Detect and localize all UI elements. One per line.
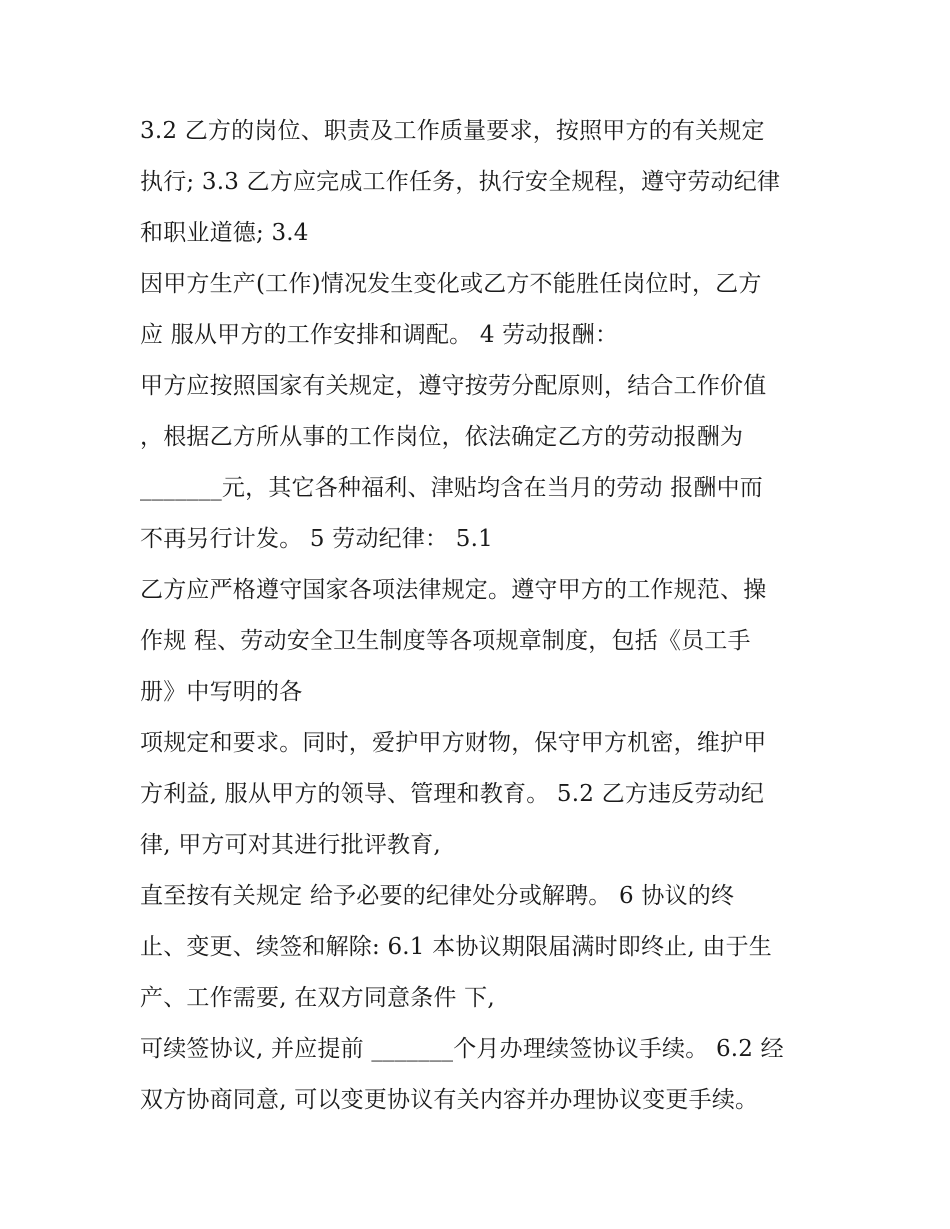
text-line: 因甲方生产(工作)情况发生变化或乙方不能胜任岗位时，乙方: [140, 271, 762, 297]
text-line: 直至按有关规定 给予必要的纪律处分或解聘。 6 协议的终: [140, 883, 735, 909]
text-line: 作规 程、劳动安全卫生制度等各项规章制度，包括《员工手: [140, 628, 751, 654]
text-line: ，根据乙方所从事的工作岗位，依法确定乙方的劳动报酬为: [140, 424, 744, 450]
text-line: 双方协商同意, 可以变更协议有关内容并办理协议变更手续。: [140, 1087, 759, 1113]
text-line: 乙方应严格遵守国家各项法律规定。遵守甲方的工作规范、操: [140, 577, 767, 603]
text-line: 律, 甲方可对其进行批评教育,: [140, 832, 441, 858]
text-line: 止、变更、续签和解除: 6.1 本协议期限届满时即终止, 由于生: [140, 934, 772, 960]
text-line: 方利益, 服从甲方的领导、管理和教育。 5.2 乙方违反劳动纪: [140, 781, 765, 807]
text-line: 产、工作需要, 在双方同意条件 下,: [140, 985, 495, 1011]
text-line: 执行; 3.3 乙方应完成工作任务，执行安全规程，遵守劳动纪律: [140, 169, 781, 195]
text-line: _______元，其它各种福利、津贴均含在当月的劳动 报酬中而: [140, 475, 764, 501]
text-line: 不再另行计发。 5 劳动纪律： 5.1: [140, 526, 493, 552]
text-line: 项规定和要求。同时，爱护甲方财物，保守甲方机密，维护甲: [140, 730, 767, 756]
text-line: 可续签协议, 并应提前 _______个月办理续签协议手续。 6.2 经: [140, 1036, 784, 1062]
text-line: 甲方应按照国家有关规定，遵守按劳分配原则，结合工作价值: [140, 373, 767, 399]
text-line: 册》中写明的各: [140, 679, 303, 705]
text-line: 和职业道德; 3.4: [140, 220, 309, 246]
contract-body-text: [140, 106, 820, 1126]
text-line: 3.2 乙方的岗位、职责及工作质量要求，按照甲方的有关规定: [140, 118, 765, 144]
text-line: 应 服从甲方的工作安排和调配。 4 劳动报酬：: [140, 322, 619, 348]
